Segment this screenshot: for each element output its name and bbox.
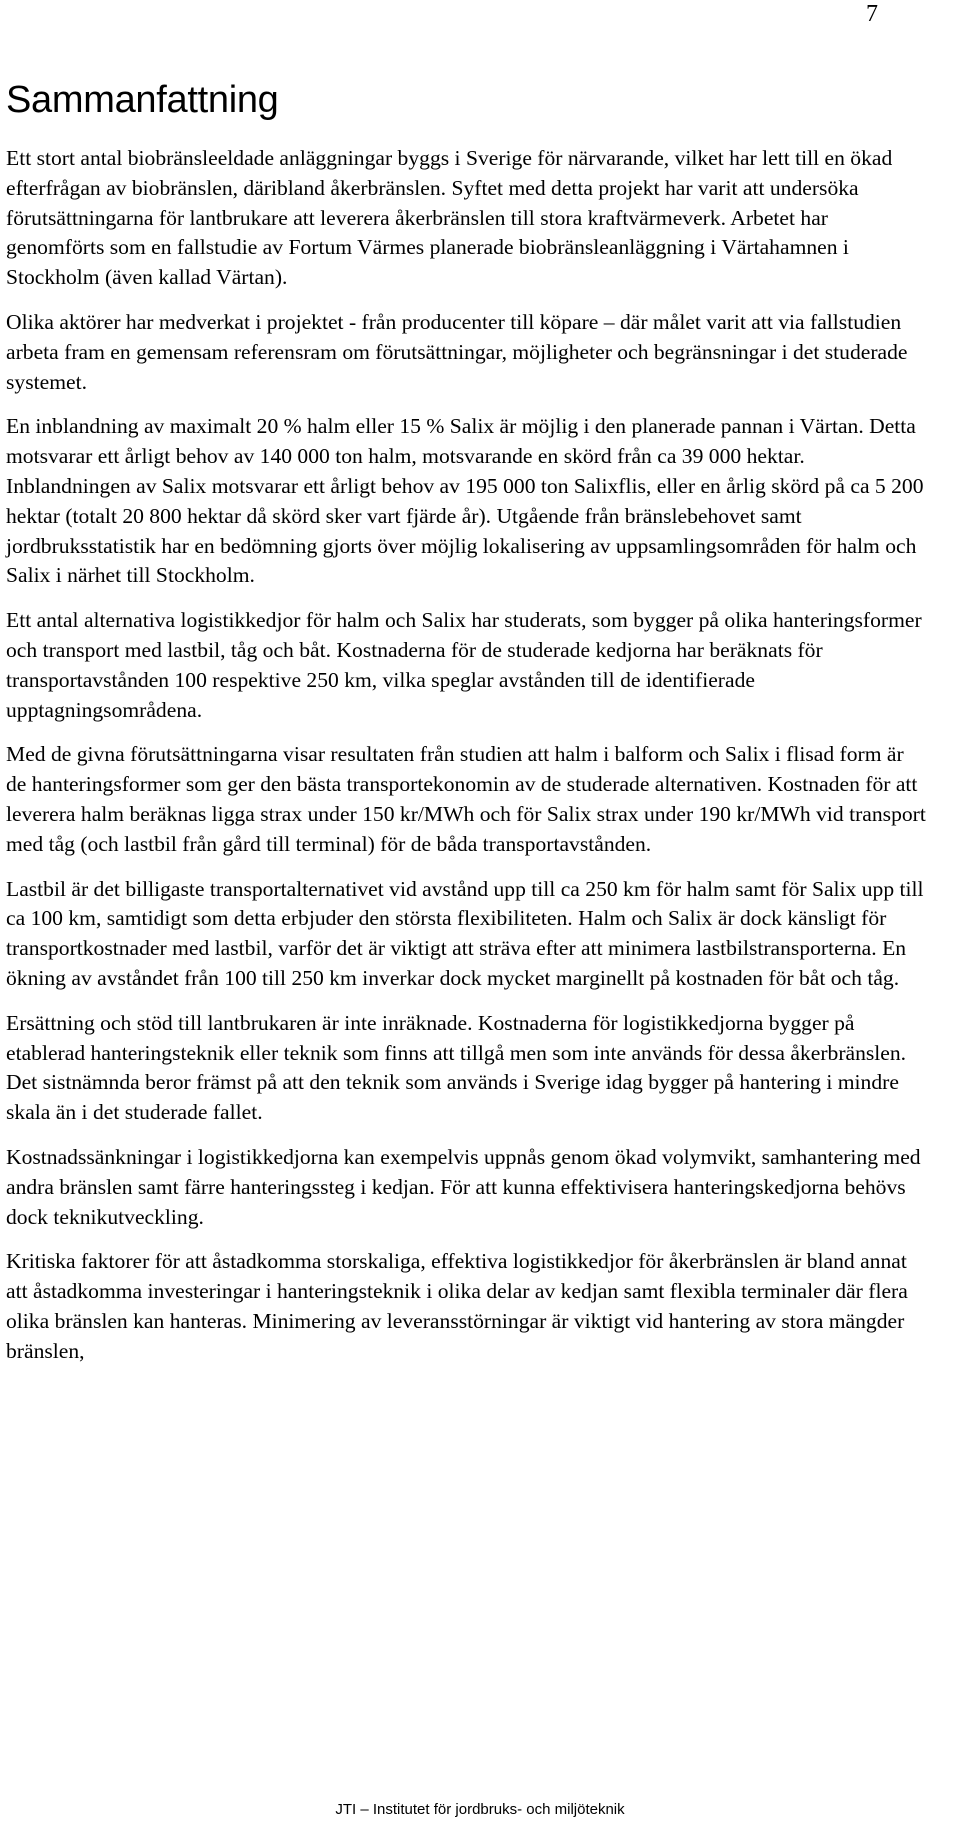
paragraph-results: Med de givna förutsättningarna visar resultaten från studien att halm i balform och Salix i flisad form är de hanteringsformer som ger den bästa transportekonomin av de studerade alternativen. Kostnaden för att leverera halm beräknas ligga strax under 150 kr/MWh och för Salix strax under 190 kr/MWh vid transport med tåg (och lastbil från gård till terminal) för de båda transportavstånden. <box>6 742 926 856</box>
paragraph-truck-transport: Lastbil är det billigaste transportalternativet vid avstånd upp till ca 250 km för halm samt för Salix upp till ca 100 km, samtidigt som detta erbjuder den största flexibiliteten. Halm och Salix är dock känsligt för transportkostnader med lastbil, varför det är viktigt att sträva efter att minimera lastbilstransporterna. En ökning av avståndet från 100 till 250 km inverkar dock mycket marginellt på kostnaden för båt och tåg. <box>6 876 924 990</box>
paragraph-actors: Olika aktörer har medverkat i projektet - från producenter till köpare – där målet varit att via fallstudien arbeta fram en gemensam referensram om förutsättningar, möjligheter och begränsningar i det studerade systemet. <box>6 309 908 394</box>
paragraph-intro: Ett stort antal biobränsleeldade anläggningar byggs i Sverige för närvarande, vilket har lett till en ökad efterfrågan av biobränslen, däribland åkerbränslen. Syftet med detta projekt har varit att undersöka förutsättningarna för lantbrukare att leverera åkerbränslen till stora kraftvärmeverk. Arbetet har genomförts som en fallstudie av Fortum Värmes planerade biobränsleanläggning i Värtahamnen i Stockholm (även kallad Värtan). <box>6 146 893 290</box>
paragraph-critical-factors: Kritiska faktorer för att åstadkomma storskaliga, effektiva logistikkedjor för åkerbränslen är bland annat att åstadkomma investeringar i hanteringsteknik i olika delar av kedjan samt flexibla terminaler där flera olika bränslen kan hanteras. Minimering av leveransstörningar är viktigt vid hantering av stora mängder bränslen, <box>6 1249 908 1363</box>
page-title: Sammanfattning <box>6 79 279 121</box>
page-footer: JTI – Institutet för jordbruks- och miljöteknik <box>335 1801 625 1818</box>
paragraph-cost-reductions: Kostnadssänkningar i logistikkedjorna kan exempelvis uppnås genom ökad volymvikt, samhantering med andra bränslen samt färre hanteringssteg i kedjan. För att kunna effektivisera hanteringskedjorna behövs dock teknikutveckling. <box>6 1144 921 1229</box>
summary-body <box>6 144 926 1381</box>
paragraph-compensation: Ersättning och stöd till lantbrukaren är inte inräknade. Kostnaderna för logistikkedjorna bygger på etablerad hanteringsteknik eller teknik som finns att tillgå men som inte används för dessa åkerbränslen. Det sistnämnda beror främst på att den teknik som används i Sverige idag bygger på hantering i mindre skala än i det studerade fallet. <box>6 1010 907 1125</box>
page-number: 7 <box>866 1 878 27</box>
paragraph-blending: En inblandning av maximalt 20 % halm eller 15 % Salix är möjlig i den planerade pannan i Värtan. Detta motsvarar ett årligt behov av 140 000 ton halm, motsvarande en skörd från ca 39 000 hektar. Inblandningen av Salix motsvarar ett årligt behov av 195 000 ton Salixflis, eller en årlig skörd på ca 5 200 hektar (totalt 20 800 hektar då skörd sker vart fjärde år). Utgående från bränslebehovet samt jordbruksstatistik har en bedömning gjorts över möjlig lokalisering av uppsamlingsområden för halm och Salix i närhet till Stockholm. <box>6 414 924 588</box>
paragraph-logistics-chains: Ett antal alternativa logistikkedjor för halm och Salix har studerats, som bygger på olika hanteringsformer och transport med lastbil, tåg och båt. Kostnaderna för de studerade kedjorna har beräknats för transportavstånden 100 respektive 250 km, vilka speglar avstånden till de identifierade upptagningsområdena. <box>6 608 922 722</box>
